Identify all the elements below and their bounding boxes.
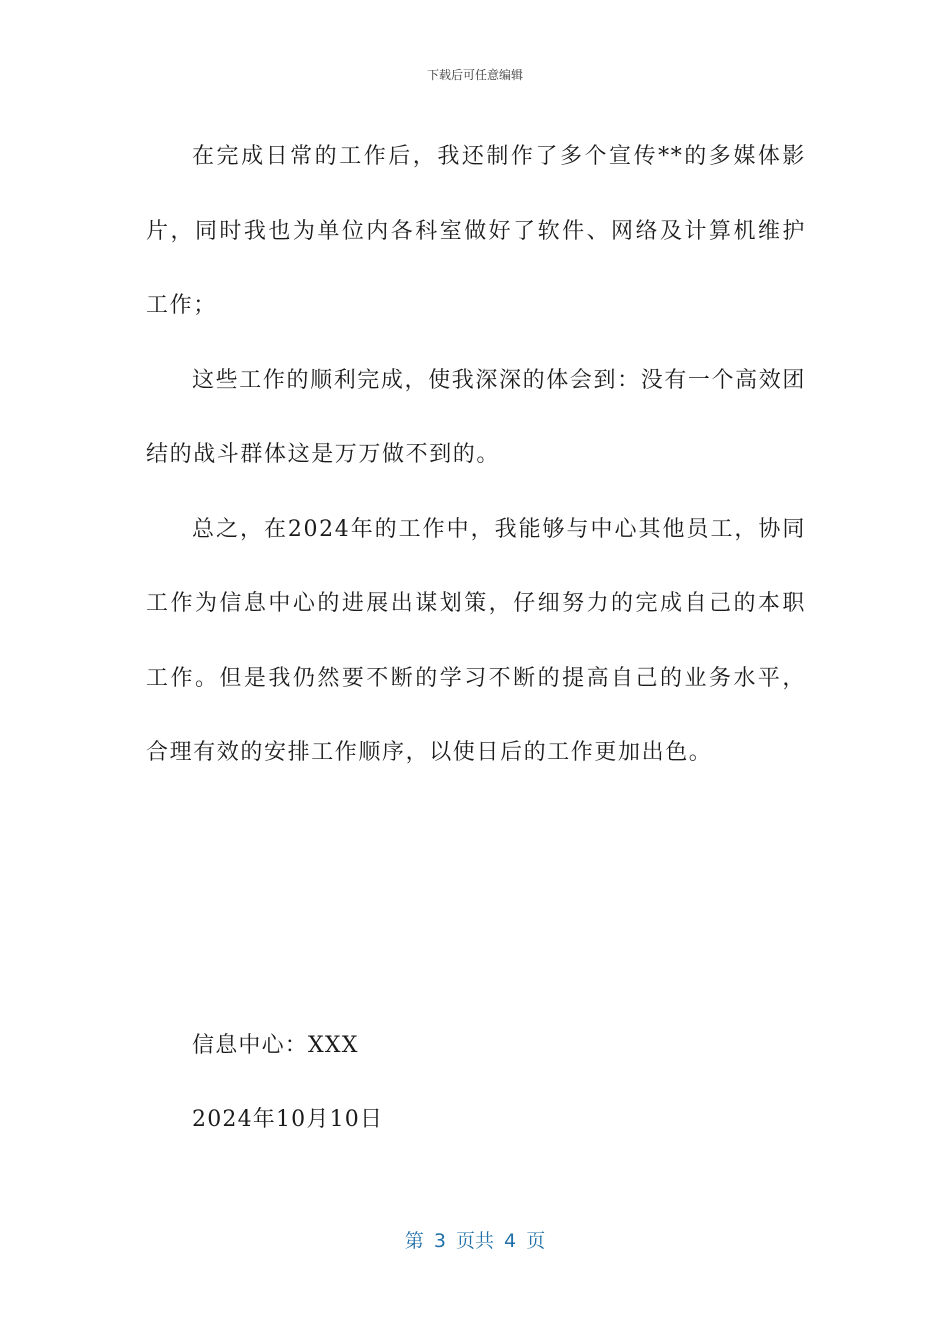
footer-page-suffix: 页 xyxy=(526,1230,546,1252)
paragraph-1: 在完成日常的工作后，我还制作了多个宣传**的多媒体影片，同时我也为单位内各科室做好了软件、网络及计算机维护工作； xyxy=(146,144,806,318)
page-header: 下载后可任意编辑 xyxy=(426,68,523,82)
signature-org: 信息中心：XXX xyxy=(192,1033,359,1058)
document-body xyxy=(146,120,806,791)
page-footer xyxy=(0,1226,950,1253)
footer-total-pages: 4 xyxy=(504,1230,517,1252)
signature-date: 2024年10月10日 xyxy=(192,1107,384,1132)
footer-page-mid: 页共 xyxy=(455,1230,494,1252)
footer-page-prefix: 第 xyxy=(404,1230,424,1252)
paragraph-2: 这些工作的顺利完成，使我深深的体会到：没有一个高效团结的战斗群体这是万万做不到的。 xyxy=(146,367,806,467)
footer-current-page: 3 xyxy=(433,1230,446,1252)
paragraph-3: 总之，在2024年的工作中，我能够与中心其他员工，协同工作为信息中心的进展出谋划策，仔细努力的完成自己的本职工作。但是我仍然要不断的学习不断的提高自己的业务水平，合理有效的安排工作顺序，以使日后的工作更加出色。 xyxy=(146,516,806,765)
